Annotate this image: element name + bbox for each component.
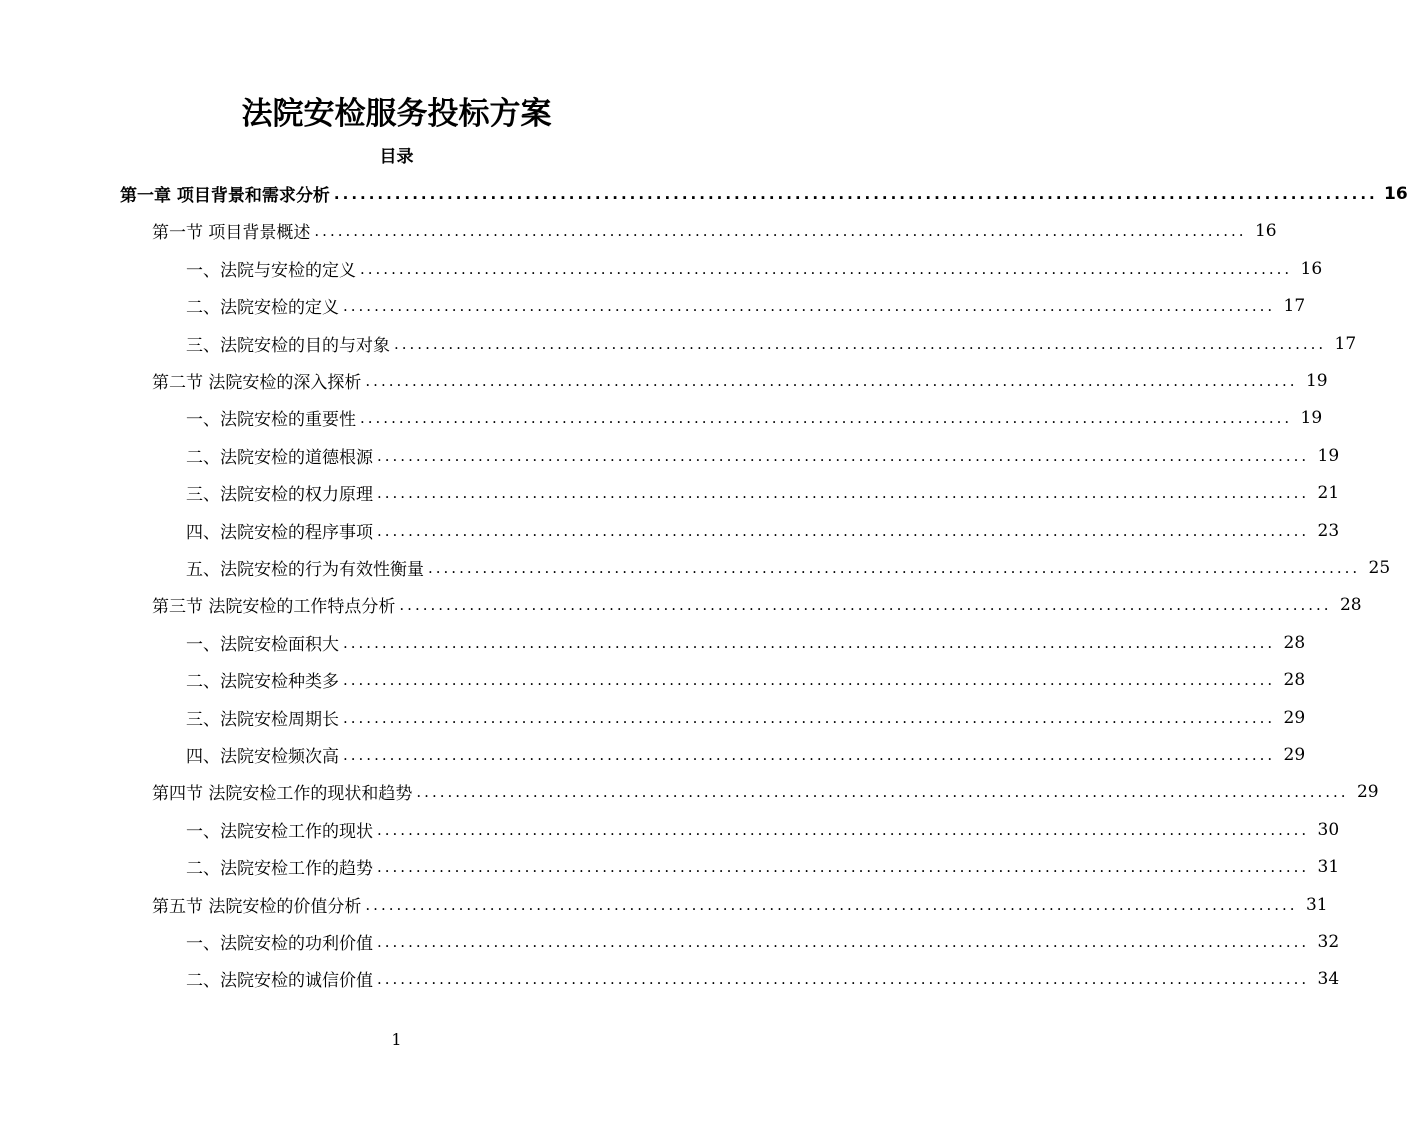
toc-entry-page: 21 [1317, 482, 1340, 503]
toc-entry[interactable] [186, 474, 1340, 511]
toc-entry-page: 29 [1283, 707, 1306, 728]
toc-entry-label: 二、法院安检的定义 [186, 298, 339, 318]
toc-entry-page: 19 [1317, 445, 1340, 466]
toc-heading: 目录 [379, 147, 414, 167]
toc-dot-leader: ........................................................................................................................ [343, 708, 1276, 727]
toc-entry-page: 28 [1283, 632, 1306, 653]
toc-dot-leader: ........................................................................................................................ [365, 895, 1298, 914]
toc-dot-leader: ........................................................................................................................ [377, 483, 1310, 502]
toc-entry-page: 30 [1317, 819, 1340, 840]
toc-dot-leader: ........................................................................................................................ [333, 184, 1378, 203]
toc-entry-label: 一、法院与安检的定义 [186, 261, 356, 281]
toc-dot-leader: ........................................................................................................................ [377, 446, 1310, 465]
toc-entry-label: 五、法院安检的行为有效性衡量 [186, 560, 424, 580]
toc-dot-leader: ........................................................................................................................ [360, 259, 1293, 278]
toc-entry-page: 16 [1254, 220, 1277, 241]
toc-entry-label: 一、法院安检工作的现状 [186, 822, 373, 842]
toc-entry[interactable] [152, 212, 1277, 249]
toc-entry-page: 28 [1339, 594, 1362, 615]
toc-dot-leader: ........................................................................................................................ [343, 296, 1276, 315]
toc-dot-leader: ........................................................................................................................ [377, 820, 1310, 839]
toc-entry-page: 25 [1368, 557, 1391, 578]
toc-entry-label: 第五节 法院安检的价值分析 [152, 897, 362, 917]
toc-entry-label: 一、法院安检的功利价值 [186, 934, 373, 954]
toc-entry-label: 第四节 法院安检工作的现状和趋势 [152, 784, 413, 804]
toc-entry[interactable] [186, 699, 1306, 736]
toc-entry[interactable] [186, 512, 1340, 549]
toc-entry[interactable] [186, 624, 1306, 661]
toc-entry[interactable] [186, 811, 1340, 848]
toc-entry-label: 二、法院安检的道德根源 [186, 448, 373, 468]
page-number: 1 [391, 1030, 402, 1049]
toc-entry[interactable] [152, 586, 1362, 623]
toc-entry-page: 32 [1317, 931, 1340, 952]
toc-entry-page: 31 [1305, 894, 1328, 915]
toc-entry[interactable] [186, 923, 1340, 960]
toc-dot-leader: ........................................................................................................................ [377, 932, 1310, 951]
toc-entry[interactable] [186, 549, 1391, 586]
toc-entry[interactable] [152, 773, 1379, 810]
toc-entry[interactable] [186, 250, 1323, 287]
toc-entry[interactable] [186, 960, 1340, 997]
toc-entry[interactable] [152, 362, 1328, 399]
toc-entry[interactable] [186, 848, 1340, 885]
toc-dot-leader: ........................................................................................................................ [416, 782, 1349, 801]
document-title: 法院安检服务投标方案 [241, 96, 552, 132]
toc-entry[interactable] [186, 661, 1306, 698]
toc-entry-page: 16 [1300, 258, 1323, 279]
toc-dot-leader: ........................................................................................................................ [314, 221, 1247, 240]
toc-dot-leader: ........................................................................................................................ [343, 745, 1276, 764]
toc-entry-label: 二、法院安检工作的趋势 [186, 859, 373, 879]
toc-entry[interactable] [152, 886, 1328, 923]
toc-entry[interactable] [186, 437, 1340, 474]
toc-entry-page: 19 [1305, 370, 1328, 391]
toc-dot-leader: ........................................................................................................................ [428, 558, 1361, 577]
toc-entry-page: 19 [1300, 407, 1323, 428]
toc-entry[interactable] [186, 736, 1306, 773]
toc-entry-label: 第一节 项目背景概述 [152, 223, 311, 243]
toc-dot-leader: ........................................................................................................................ [365, 371, 1298, 390]
toc-entry-page: 28 [1283, 669, 1306, 690]
toc-entry-page: 17 [1283, 295, 1306, 316]
toc-entry[interactable] [186, 287, 1306, 324]
toc-entry-label: 三、法院安检的目的与对象 [186, 336, 390, 356]
toc-entry-label: 三、法院安检的权力原理 [186, 485, 373, 505]
toc-entry[interactable] [186, 325, 1357, 362]
toc-entry-label: 四、法院安检频次高 [186, 747, 339, 767]
toc-entry-label: 一、法院安检的重要性 [186, 410, 356, 430]
toc-entry-page: 34 [1317, 968, 1340, 989]
toc-entry-label: 第二节 法院安检的深入探析 [152, 373, 362, 393]
toc-entry-label: 一、法院安检面积大 [186, 635, 339, 655]
toc-entry-page: 23 [1317, 520, 1340, 541]
toc-entry-page: 17 [1334, 333, 1357, 354]
toc-entry-page: 29 [1283, 744, 1306, 765]
toc-entry-label: 第三节 法院安检的工作特点分析 [152, 597, 396, 617]
toc-dot-leader: ........................................................................................................................ [377, 521, 1310, 540]
toc-dot-leader: ........................................................................................................................ [377, 857, 1310, 876]
toc-entry-page: 31 [1317, 856, 1340, 877]
toc-entry[interactable] [186, 399, 1323, 436]
toc-entry[interactable] [120, 175, 1408, 212]
toc-dot-leader: ........................................................................................................................ [377, 969, 1310, 988]
toc-dot-leader: ........................................................................................................................ [399, 595, 1332, 614]
toc-entry-page: 29 [1356, 781, 1379, 802]
toc-dot-leader: ........................................................................................................................ [360, 408, 1293, 427]
toc-entry-label: 第一章 项目背景和需求分析 [120, 186, 330, 206]
toc-dot-leader: ........................................................................................................................ [343, 633, 1276, 652]
toc-entry-label: 二、法院安检的诚信价值 [186, 971, 373, 991]
toc-entry-label: 四、法院安检的程序事项 [186, 523, 373, 543]
toc-entry-page: 16 [1384, 183, 1408, 204]
toc-entry-label: 三、法院安检周期长 [186, 710, 339, 730]
toc-dot-leader: ........................................................................................................................ [343, 670, 1276, 689]
toc-entry-label: 二、法院安检种类多 [186, 672, 339, 692]
toc-dot-leader: ........................................................................................................................ [394, 334, 1327, 353]
